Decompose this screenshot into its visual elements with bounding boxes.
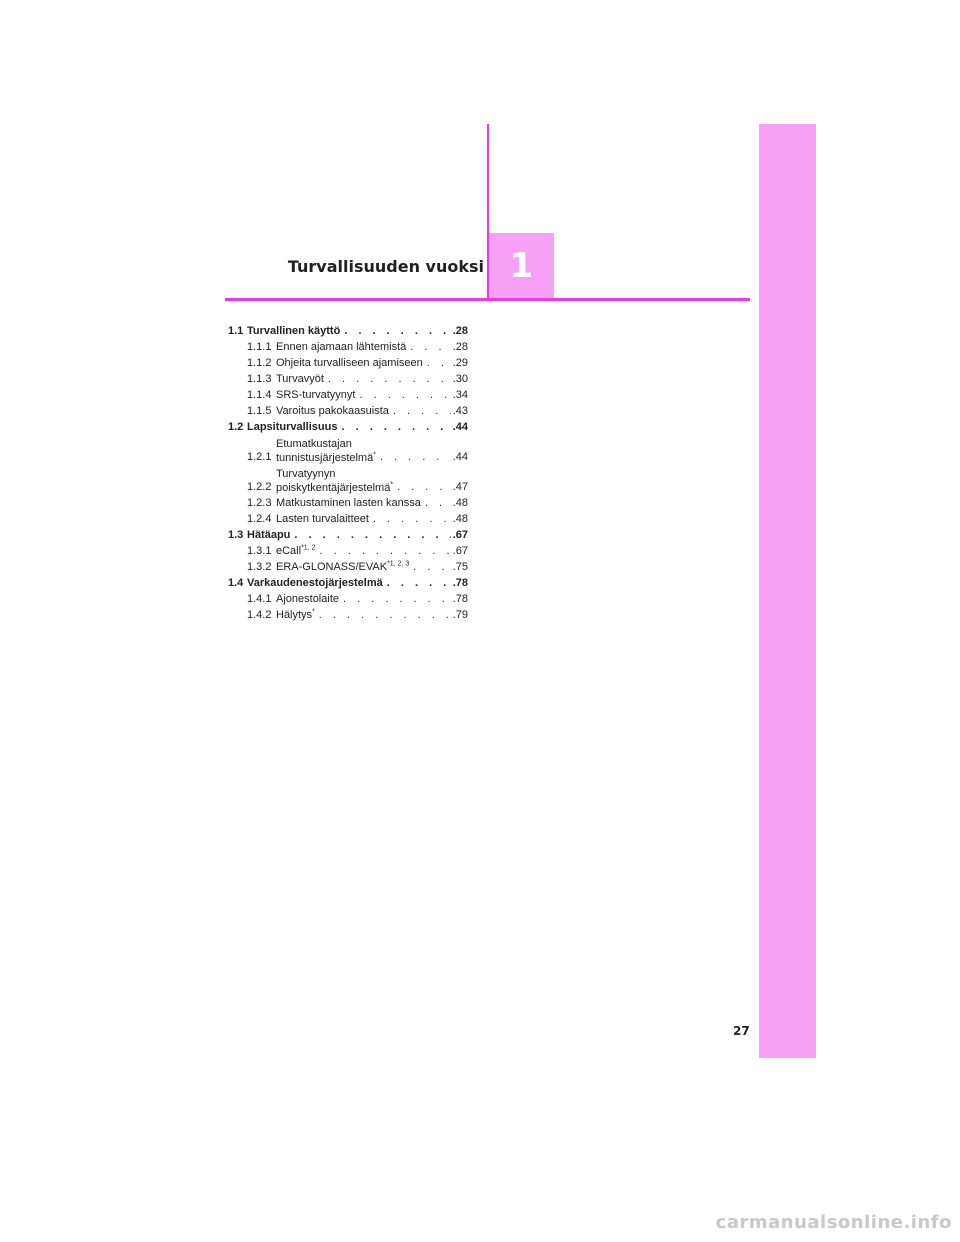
toc-number: 1.2.1	[247, 451, 272, 463]
watermark-text: carmanualsonline.info	[715, 1212, 952, 1233]
toc-footnote-marker: *1, 2, 3	[387, 560, 410, 568]
toc-number: 1.1.2	[247, 357, 272, 369]
toc-number: 1.1.4	[247, 389, 272, 401]
toc-page: .79	[452, 609, 468, 621]
toc-title-text: Hätäapu	[247, 529, 291, 541]
toc-leader-dots	[328, 371, 451, 387]
toc-page: .67	[452, 545, 468, 557]
toc-title-text: ERA-GLONASS/EVAK	[276, 561, 388, 573]
toc-section[interactable]	[228, 575, 468, 591]
toc-title-text: Turvavyöt	[276, 373, 324, 385]
toc-number: 1.2	[228, 421, 244, 433]
toc-page: .30	[452, 373, 468, 385]
toc-leader-dots	[410, 339, 450, 355]
toc-subsection[interactable]	[228, 465, 468, 495]
toc-subsection[interactable]	[228, 511, 468, 527]
toc-page: .44	[452, 451, 468, 463]
page-number: 27	[733, 1024, 750, 1038]
toc-title	[276, 437, 376, 465]
toc-leader-dots	[344, 323, 450, 339]
toc-leader-dots	[397, 479, 451, 495]
toc-number: 1.3	[228, 529, 244, 541]
toc-title-line1: Turvatyynyn	[276, 468, 336, 480]
toc-leader-dots	[343, 591, 451, 607]
toc-leader-dots	[425, 495, 451, 511]
toc-section[interactable]	[228, 527, 468, 543]
toc-title	[276, 339, 406, 355]
toc-page: .78	[452, 577, 468, 589]
toc-title-text: eCall	[276, 545, 302, 557]
toc-page: .34	[452, 389, 468, 401]
toc-page: .47	[452, 481, 468, 493]
toc-leader-dots	[319, 543, 450, 559]
toc-page: .28	[452, 341, 468, 353]
toc-subsection[interactable]	[228, 355, 468, 371]
toc-title-text: tunnistusjärjestelmä	[276, 452, 374, 464]
toc-title-text: Hälytys	[276, 609, 313, 621]
toc-title-text: Ajonestolaite	[276, 593, 339, 605]
toc-page: .67	[452, 529, 468, 541]
toc-leader-dots	[393, 403, 451, 419]
toc-title	[276, 355, 423, 371]
toc-leader-dots	[387, 575, 451, 591]
toc-section[interactable]	[228, 323, 468, 339]
toc-number: 1.3.1	[247, 545, 272, 557]
toc-leader-dots	[294, 527, 450, 543]
toc-footnote-marker: *	[390, 481, 394, 489]
toc-subsection[interactable]	[228, 495, 468, 511]
toc-leader-dots	[373, 511, 451, 527]
toc-page: .29	[452, 357, 468, 369]
toc-leader-dots	[427, 355, 451, 371]
toc-subsection[interactable]	[228, 559, 468, 575]
header-horizontal-rule	[225, 298, 750, 301]
toc-title-text: SRS-turvatyynyt	[276, 389, 356, 401]
toc-number: 1.2.2	[247, 481, 272, 493]
toc-title	[276, 591, 339, 607]
toc-number: 1.1	[228, 325, 244, 337]
toc-page: .28	[452, 325, 468, 337]
toc-page: .75	[452, 561, 468, 573]
toc-leader-dots	[413, 559, 450, 575]
toc-number: 1.1.3	[247, 373, 272, 385]
toc-title	[276, 403, 389, 419]
toc-footnote-marker: *	[312, 608, 315, 616]
toc-title	[276, 371, 324, 387]
toc-title-text: Ohjeita turvalliseen ajamiseen	[276, 357, 423, 369]
toc-title	[276, 607, 315, 623]
chapter-number-box	[489, 233, 554, 298]
toc-footnote-marker: *1, 2	[301, 544, 316, 552]
toc-title-line1: Etumatkustajan	[276, 438, 352, 450]
toc-subsection[interactable]	[228, 339, 468, 355]
toc-title	[276, 467, 393, 495]
toc-title	[276, 543, 315, 559]
toc-title-text: Turvallinen käyttö	[247, 325, 341, 337]
toc-title-text: Varkaudenestojärjestelmä	[247, 577, 383, 589]
toc-number: 1.1.1	[247, 341, 272, 353]
toc-subsection[interactable]	[228, 371, 468, 387]
toc-number: 1.4.1	[247, 593, 272, 605]
toc-title-text: Varoitus pakokaasuista	[276, 405, 389, 417]
toc-subsection[interactable]	[228, 591, 468, 607]
toc-subsection[interactable]	[228, 543, 468, 559]
toc-title-text: Ennen ajamaan lähtemistä	[276, 341, 407, 353]
toc-leader-dots	[341, 419, 450, 435]
toc-title	[247, 527, 290, 543]
chapter-side-tab	[759, 124, 816, 1058]
toc-title	[247, 323, 340, 339]
toc-page: .78	[452, 593, 468, 605]
toc-subsection[interactable]	[228, 607, 468, 623]
toc-page: .43	[452, 405, 468, 417]
toc-number: 1.1.5	[247, 405, 272, 417]
toc-number: 1.3.2	[247, 561, 272, 573]
toc-title	[247, 575, 383, 591]
toc-title-text: Lasten turvalaitteet	[276, 513, 369, 525]
toc-page: .48	[452, 497, 468, 509]
toc-title	[276, 387, 355, 403]
toc-title	[247, 419, 337, 435]
toc-subsection[interactable]	[228, 435, 468, 465]
toc-number: 1.2.3	[247, 497, 272, 509]
toc-title	[276, 559, 409, 575]
toc-page: .44	[452, 421, 468, 433]
toc-title	[276, 495, 421, 511]
toc-number: 1.2.4	[247, 513, 272, 525]
chapter-number: 1	[509, 245, 534, 286]
toc-footnote-marker: *	[373, 451, 376, 459]
toc-subsection[interactable]	[228, 387, 468, 403]
toc-title-text: poiskytkentäjärjestelmä	[276, 482, 391, 494]
toc-page: .48	[452, 513, 468, 525]
toc-title-text: Matkustaminen lasten kanssa	[276, 497, 421, 509]
toc-title-text: Lapsiturvallisuus	[247, 421, 338, 433]
toc-leader-dots	[319, 607, 451, 623]
table-of-contents	[228, 323, 468, 623]
toc-subsection[interactable]	[228, 403, 468, 419]
toc-title	[276, 511, 369, 527]
toc-section[interactable]	[228, 419, 468, 435]
toc-number: 1.4.2	[247, 609, 272, 621]
toc-leader-dots	[380, 449, 451, 465]
toc-leader-dots	[359, 387, 450, 403]
toc-number: 1.4	[228, 577, 244, 589]
chapter-title: Turvallisuuden vuoksi	[287, 257, 484, 276]
